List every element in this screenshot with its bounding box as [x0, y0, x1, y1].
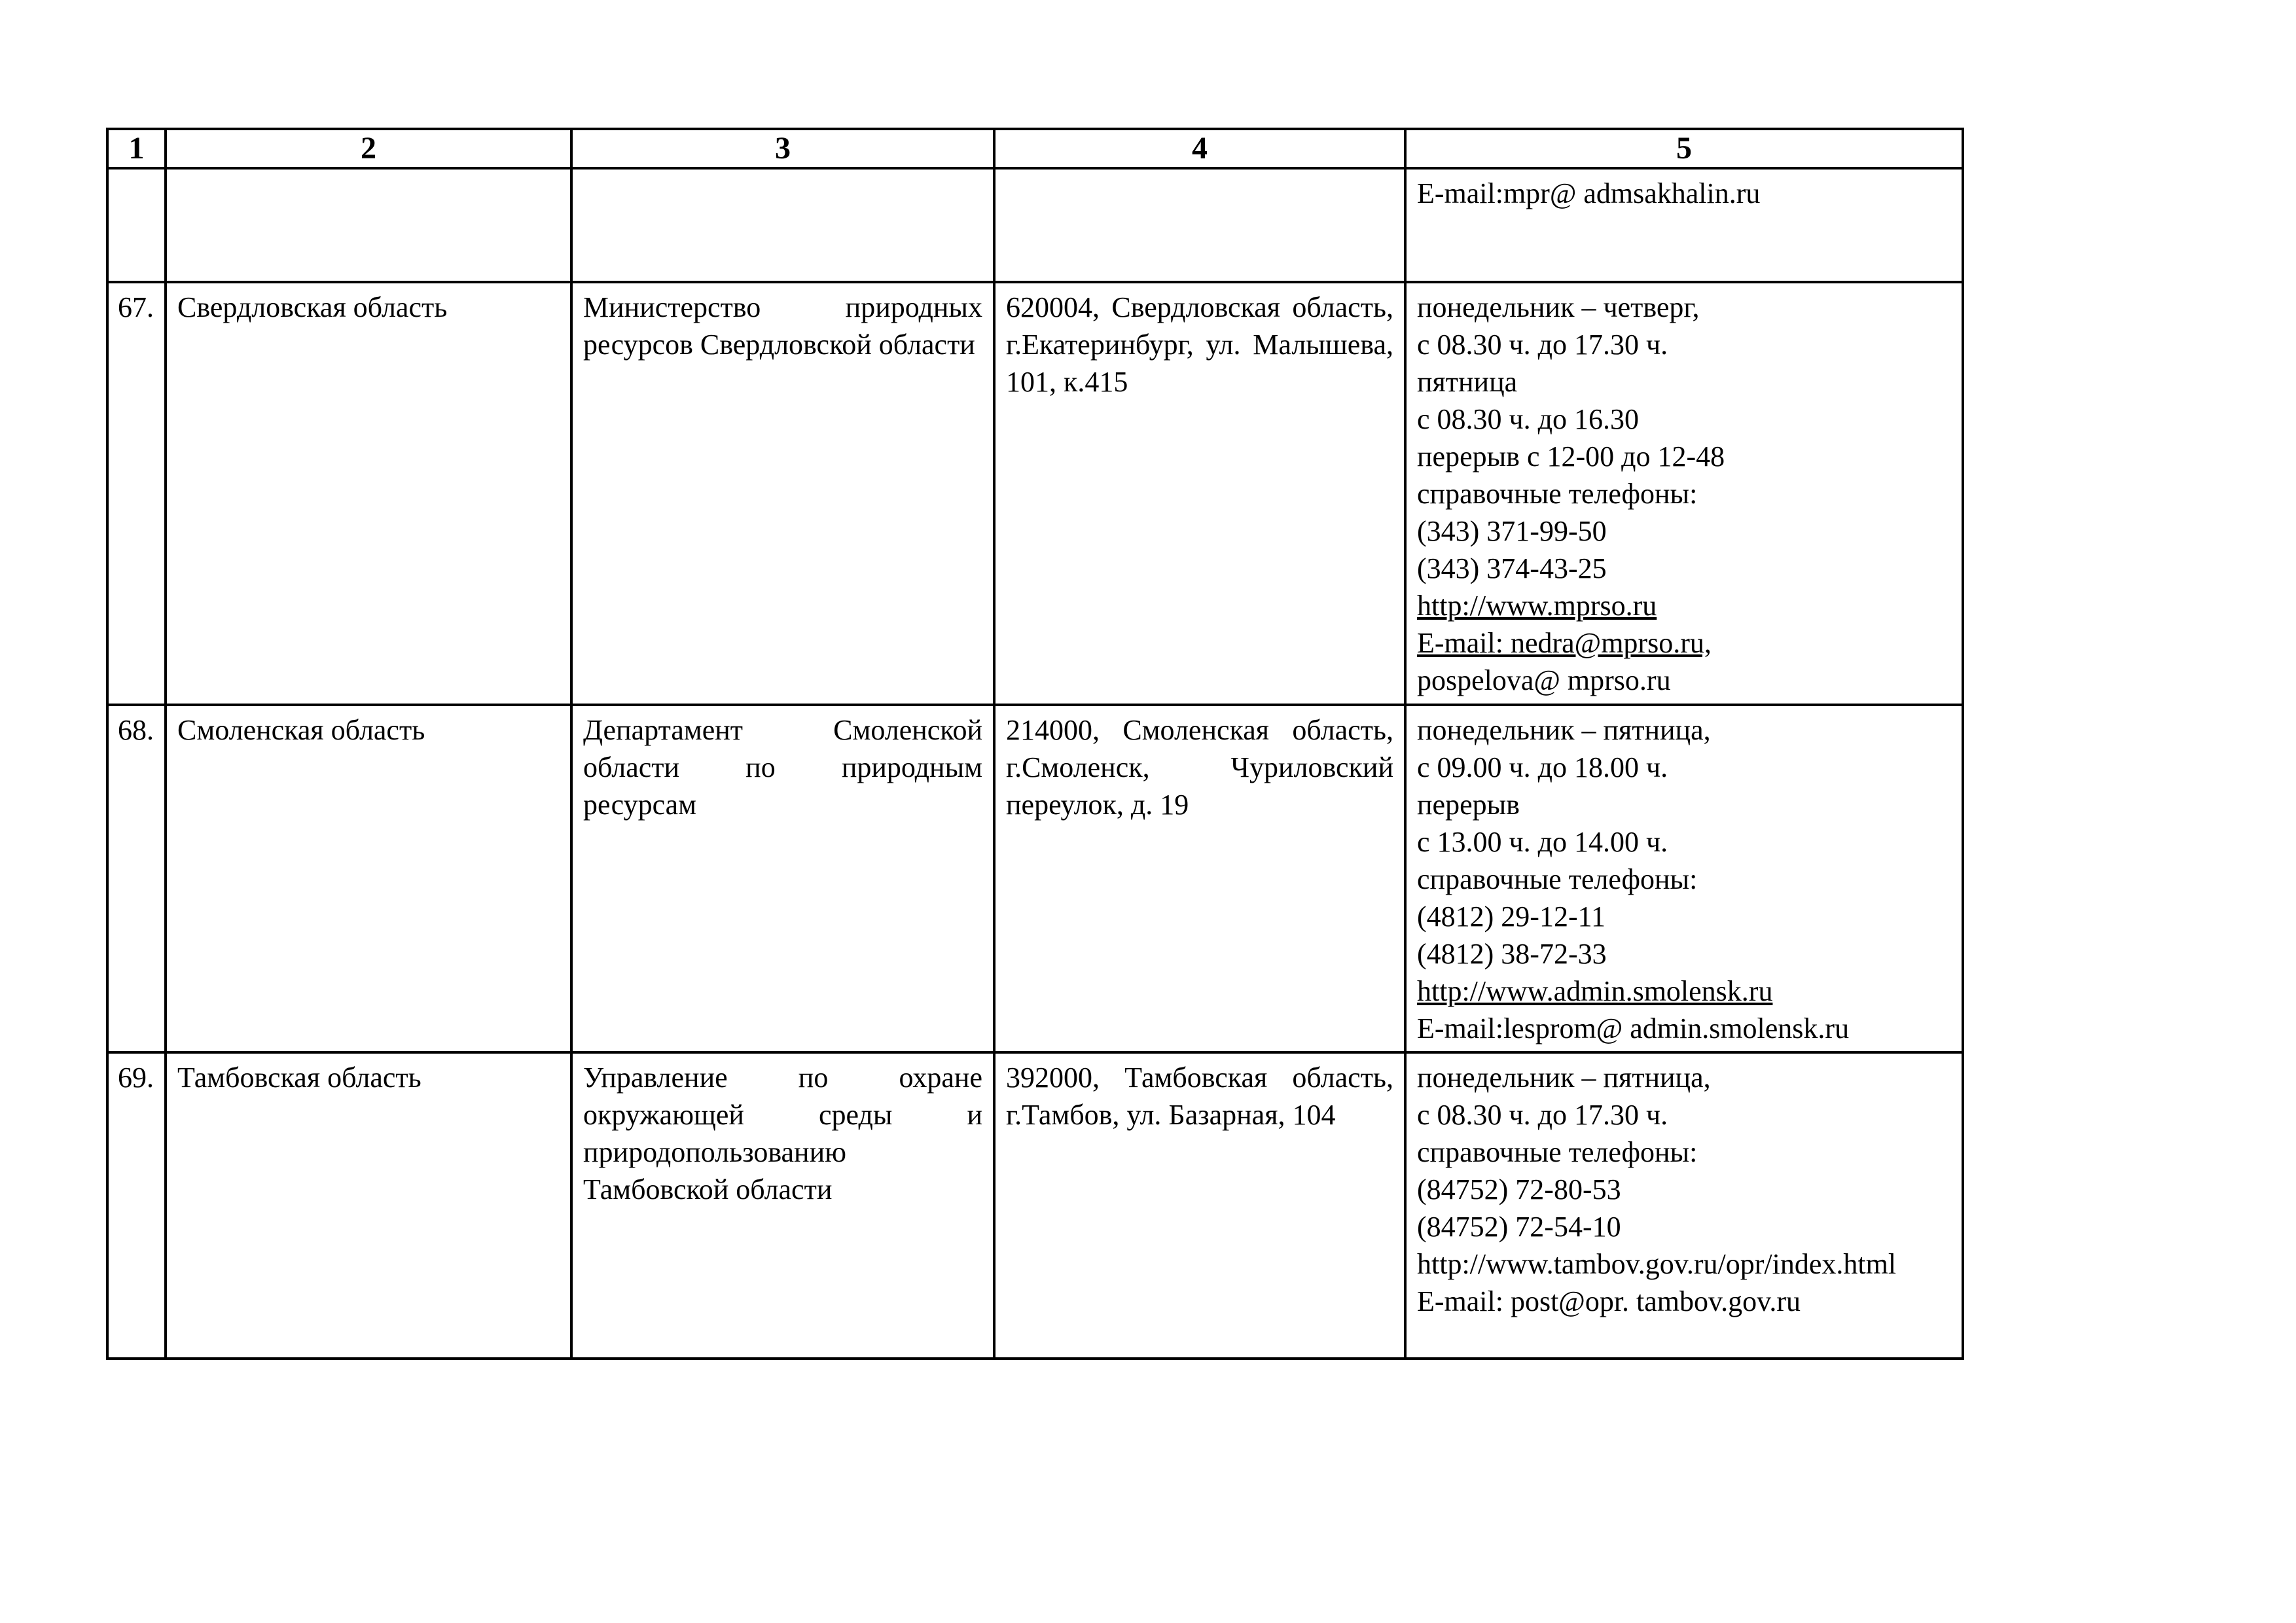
address-cell: 392000, Тамбовская область, г.Тамбов, ул. Базарная, 104: [994, 1052, 1405, 1359]
working-days-line: понедельник – четверг,: [1417, 291, 1700, 323]
table-row: [107, 282, 1963, 705]
break-label: перерыв: [1417, 789, 1520, 821]
working-hours-line: с 09.00 ч. до 18.00 ч.: [1417, 751, 1668, 783]
column-header-4: 4: [994, 129, 1405, 168]
table-row: [107, 1052, 1963, 1359]
organization-cell: Министерство природных ресурсов Свердловской области: [571, 282, 994, 705]
row-number: 68.: [107, 705, 166, 1052]
address-cell: 620004, Свердловская область, г.Екатеринбург, ул. Малышева, 101, к.415: [994, 282, 1405, 705]
working-hours-line: с 08.30 ч. до 17.30 ч.: [1417, 1099, 1668, 1131]
phones-label: справочные телефоны:: [1417, 478, 1698, 510]
region-cell: Свердловская область: [166, 282, 571, 705]
continuation-contacts-cell: [1405, 168, 1963, 282]
website-line: http://www.tambov.gov.ru/opr/index.html: [1417, 1248, 1897, 1280]
column-header-1: 1: [107, 129, 166, 168]
table-row: [107, 705, 1963, 1052]
column-header-3: 3: [571, 129, 994, 168]
email-line: E-mail: post@opr. tambov.gov.ru: [1417, 1285, 1801, 1317]
working-days-line: пятница: [1417, 366, 1518, 398]
address-cell: 214000, Смоленская область, г.Смоленск, Чуриловский переулок, д. 19: [994, 705, 1405, 1052]
website-link[interactable]: http://www.mprso.ru: [1417, 590, 1657, 622]
email-line: pospelova@ mprso.ru: [1417, 664, 1671, 696]
table-header: [107, 129, 1963, 168]
working-days-line: понедельник – пятница,: [1417, 714, 1711, 746]
region-cell: Смоленская область: [166, 705, 571, 1052]
contacts-cell: [1405, 282, 1963, 705]
continuation-region-cell: [166, 168, 571, 282]
working-hours-line: с 08.30 ч. до 17.30 ч.: [1417, 329, 1668, 361]
contacts-cell: [1405, 1052, 1963, 1359]
table-body: [107, 168, 1963, 1359]
working-hours-line: с 08.30 ч. до 16.30: [1417, 403, 1640, 435]
phone-number: (84752) 72-80-53: [1417, 1173, 1621, 1205]
break-line: с 13.00 ч. до 14.00 ч.: [1417, 826, 1668, 858]
contact-line: E-mail:mpr@ admsakhalin.ru: [1417, 177, 1761, 209]
email-line: E-mail:lesprom@ admin.smolensk.ru: [1417, 1012, 1850, 1044]
website-link[interactable]: http://www.admin.smolensk.ru: [1417, 975, 1773, 1007]
row-number: 69.: [107, 1052, 166, 1359]
header-row: [107, 129, 1963, 168]
continuation-organization-cell: [571, 168, 994, 282]
phone-number: (4812) 38-72-33: [1417, 938, 1607, 970]
region-cell: Тамбовская область: [166, 1052, 571, 1359]
break-line: перерыв с 12-00 до 12-48: [1417, 440, 1725, 473]
phones-label: справочные телефоны:: [1417, 863, 1698, 895]
phones-label: справочные телефоны:: [1417, 1136, 1698, 1168]
phone-number: (4812) 29-12-11: [1417, 901, 1605, 933]
contacts-cell: [1405, 705, 1963, 1052]
row-number: 67.: [107, 282, 166, 705]
continuation-address-cell: [994, 168, 1405, 282]
table-row-continuation: [107, 168, 1963, 282]
phone-number: (343) 374-43-25: [1417, 552, 1607, 584]
phone-number: (343) 371-99-50: [1417, 515, 1607, 547]
organizations-table: [106, 128, 1964, 1360]
email-link[interactable]: E-mail: nedra@mprso.ru,: [1417, 627, 1712, 659]
column-header-2: 2: [166, 129, 571, 168]
working-days-line: понедельник – пятница,: [1417, 1061, 1711, 1094]
organization-cell: Управление по охране окружающей среды и природопользованию Тамбовской области: [571, 1052, 994, 1359]
phone-number: (84752) 72-54-10: [1417, 1211, 1621, 1243]
continuation-number-cell: [107, 168, 166, 282]
organization-cell: Департамент Смоленской области по природным ресурсам: [571, 705, 994, 1052]
column-header-5: 5: [1405, 129, 1963, 168]
